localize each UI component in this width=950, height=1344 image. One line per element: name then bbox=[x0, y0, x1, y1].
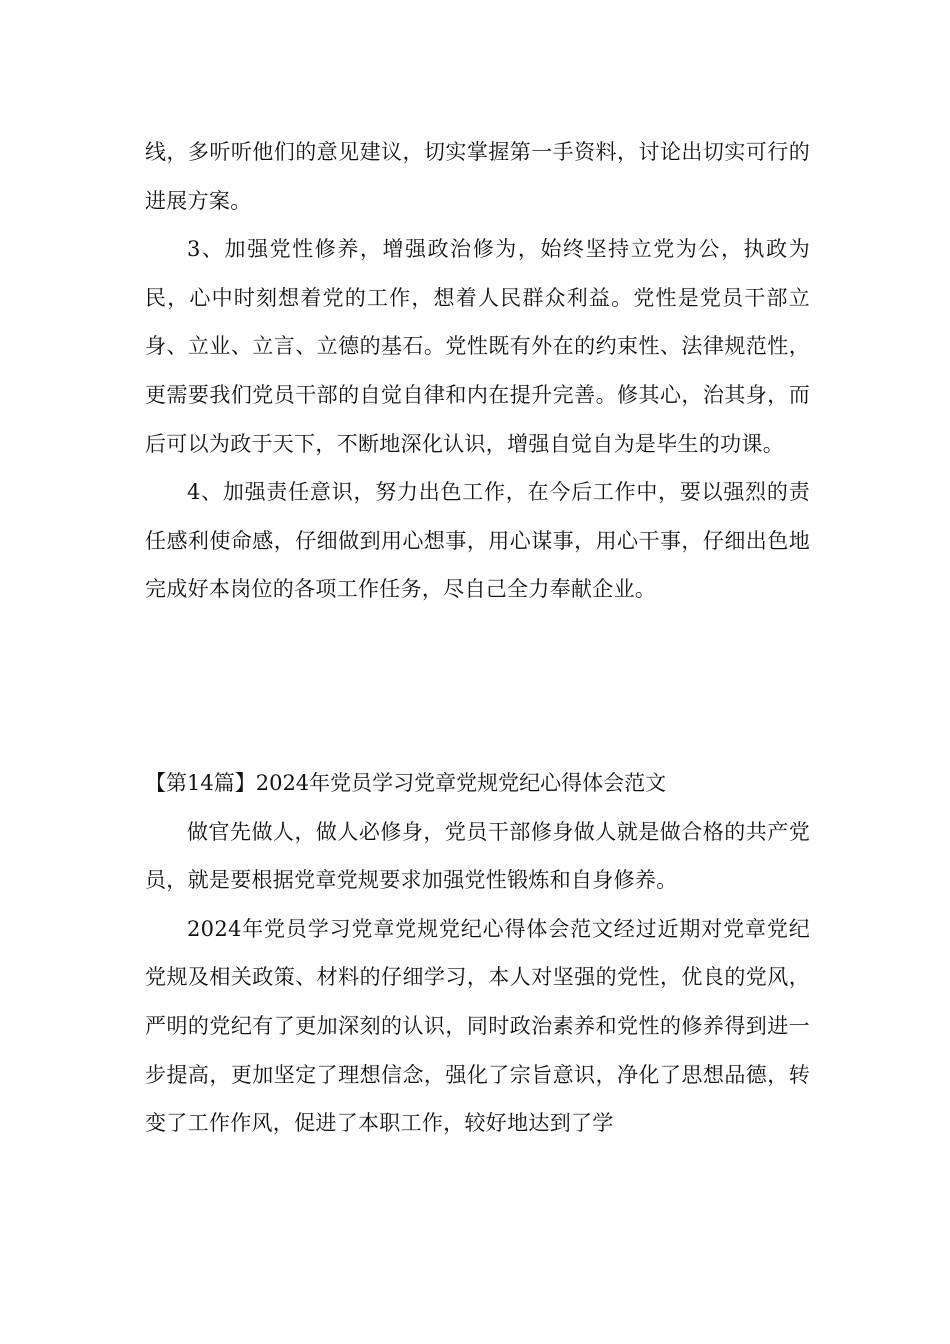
section-heading: 【第14篇】2024年党员学习党章党规党纪心得体会范文 bbox=[145, 770, 667, 795]
paragraph-intro: 做官先做人，做人必修身，党员干部修身做人就是做合格的共产党员，就是要根据党章党规要求加强党性锻炼和自身修养。 bbox=[145, 819, 810, 893]
paragraph-continuation: 线，多听听他们的意见建议，切实掌握第一手资料，讨论出切实可行的进展方案。 bbox=[145, 140, 810, 213]
paragraph-body: 2024年党员学习党章党规党纪心得体会范文经过近期对党章党纪党规及相关政策、材料的仔细学习，本人对坚强的党性，优良的党风，严明的党纪有了更加深刻的认识，同时政治素养和党性的修养得到进一步提高，更加坚定了理想信念，强化了宗旨意识，净化了思想品德，转变了工作作风，促进了本职工作，较好地达到了学 bbox=[145, 916, 810, 1136]
document-page bbox=[145, 128, 810, 1148]
paragraph-item-3: 3、加强党性修养，增强政治修为，始终坚持立党为公，执政为民，心中时刻想着党的工作，想着人民群众利益。党性是党员干部立身、立业、立言、立德的基石。党性既有外在的约束性、法律规范性，更需要我们党员干部的自觉自律和内在提升完善。修其心，治其身，而后可以为政于天下，不断地深化认识，增强自觉自为是毕生的功课。 bbox=[145, 237, 810, 456]
section-spacer bbox=[145, 614, 810, 759]
paragraph-item-4: 4、加强责任意识，努力出色工作，在今后工作中，要以强烈的责任感利使命感，仔细做到用心想事，用心谋事，用心干事，仔细出色地完成好本岗位的各项工作任务，尽自己全力奉献企业。 bbox=[145, 480, 810, 602]
